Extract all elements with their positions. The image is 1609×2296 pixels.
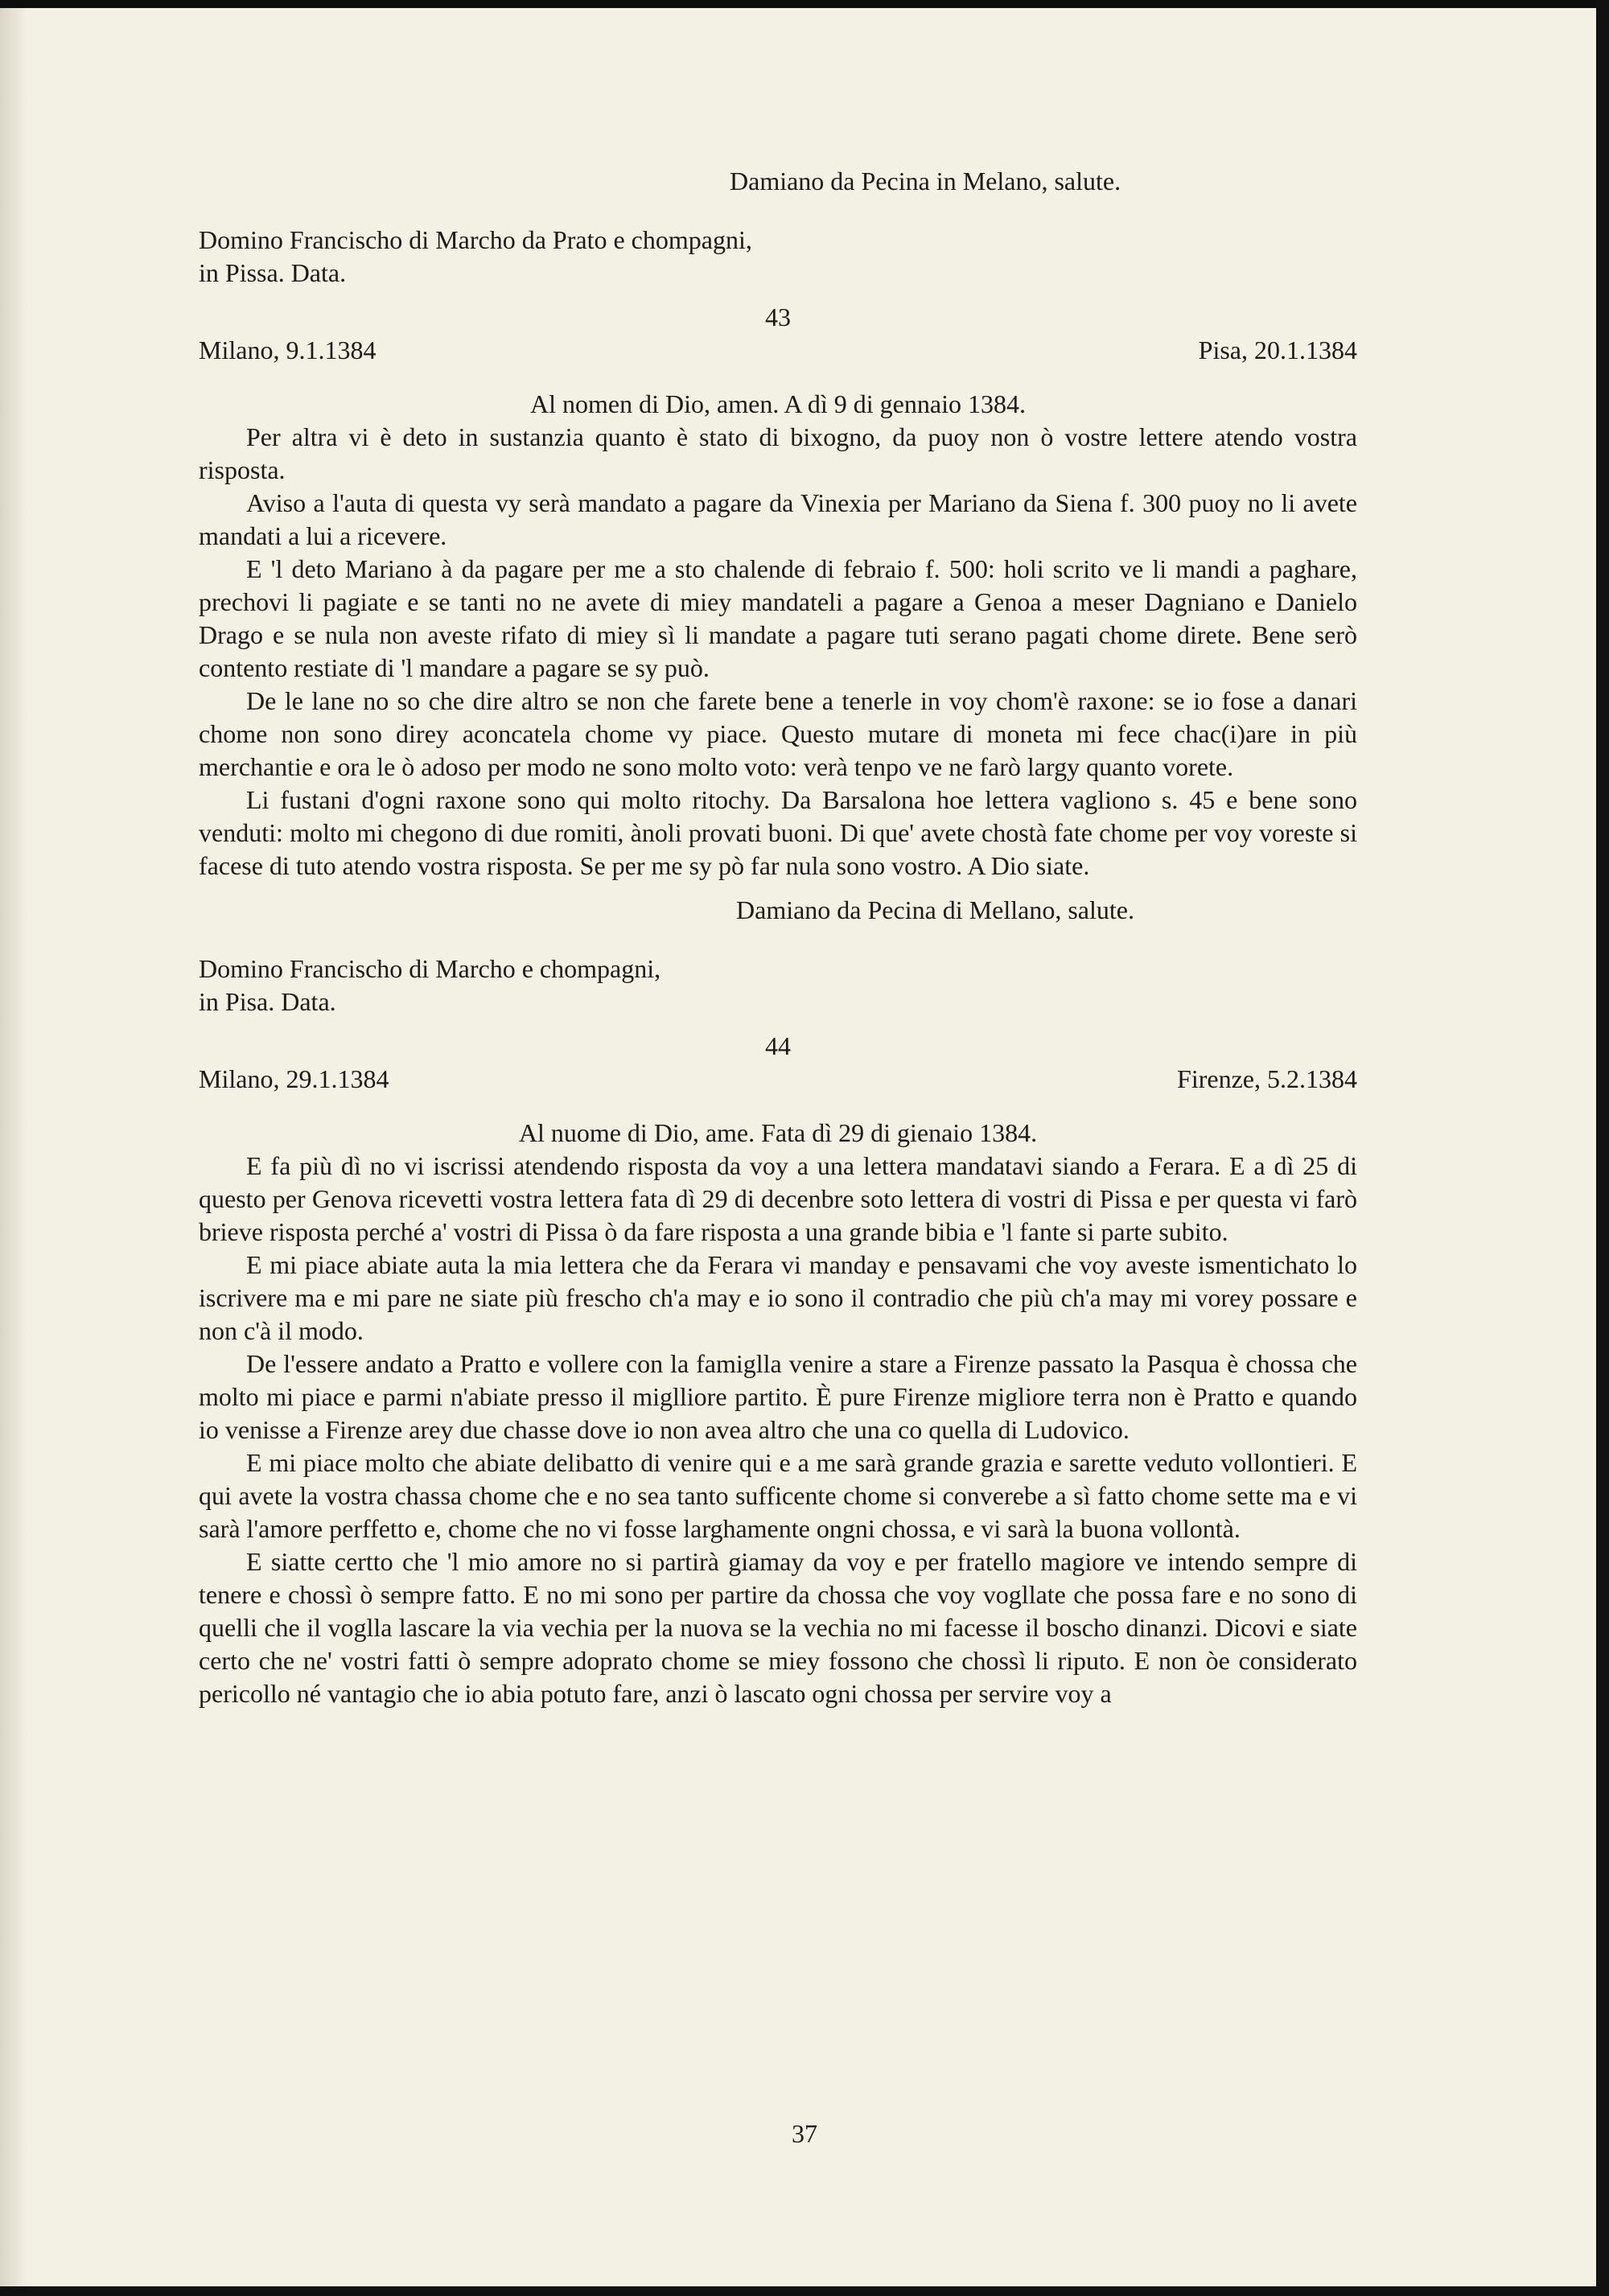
address-line: Domino Francischo di Marcho e chompagni,: [199, 954, 661, 983]
paragraph: E mi piace abiate auta la mia lettera che da Ferara vi manday e pensavami che voy aveste ismentichato lo iscrivere ma e mi pare ne siate più frescho ch'a may e io sono il contradio che più ch'a may mi vorey possare e non c'à il modo.: [199, 1250, 1357, 1345]
scan-border-top: [0, 0, 1609, 8]
letter44-dateline: [199, 1063, 1357, 1096]
letter43-signature: Damiano da Pecina di Mellano, salute.: [736, 895, 1134, 924]
letter-number: 44: [765, 1031, 791, 1060]
letter43-address: [199, 224, 1357, 290]
sent-place-date: Milano, 29.1.1384: [199, 1064, 389, 1093]
paragraph: Aviso a l'auta di questa vy serà mandato a pagare da Vinexia per Mariano da Siena f. 300 puoy no li avete mandati a lui a ricevere.: [199, 488, 1357, 550]
received-place-date: Firenze, 5.2.1384: [1177, 1064, 1357, 1093]
received-place-date: Pisa, 20.1.1384: [1198, 335, 1357, 364]
scan-border-right: [1596, 0, 1609, 2296]
address-line: Domino Francischo di Marcho da Prato e chompagni,: [199, 225, 752, 254]
letter43-closing-signature-top: Damiano da Pecina in Melano, salute.: [730, 167, 1121, 195]
letter44-address: [199, 953, 1357, 1018]
letter-number: 43: [765, 302, 791, 331]
letter44-opening: Al nuome di Dio, ame. Fata dì 29 di gienaio 1384.: [518, 1118, 1038, 1147]
letter43-opening: Al nomen di Dio, amen. A dì 9 di gennaio 1384.: [530, 389, 1026, 418]
paragraph: E 'l deto Mariano à da pagare per me a sto chalende di febraio f. 500: holi scrito ve li mandi a paghare, prechovi li pagiate e se tanti no ne avete di miey mandateli a pagare a Genoa a meser Dagniano e Danielo Drago e se nula non aveste rifato di miey sì li mandate a pagare tuti serano pagati chome direte. Bene serò contento restiate di 'l mandare a pagare se sy può.: [199, 554, 1357, 682]
page-body: [199, 165, 1357, 1710]
page-number: 37: [792, 2119, 817, 2148]
paragraph: De le lane no so che dire altro se non che farete bene a tenerle in voy chom'è raxone: se io fose a danari chome non sono direy aconcatela chome vy piace. Questo mutare di moneta mi fece chac(i)are in più merchantie e ora le ò adoso per modo ne sono molto voto: verà tenpo ve ne farò largy quanto vorete.: [199, 686, 1357, 781]
letter43-dateline: [199, 334, 1357, 367]
paragraph: E fa più dì no vi iscrissi atendendo risposta da voy a una lettera mandatavi siando a Ferara. E a dì 25 di questo per Genova ricevetti vostra lettera fata dì 29 di decenbre soto lettera di vostri di Pissa e per questa vi farò brieve risposta perché a' vostri di Pissa ò da fare risposta a una grande bibia e 'l fante si parte subito.: [199, 1151, 1357, 1246]
page-gutter-shadow: [0, 0, 27, 2296]
paragraph: Li fustani d'ogni raxone sono qui molto ritochy. Da Barsalona hoe lettera vagliono s. 45 e bene sono venduti: molto mi chegono di due romiti, ànoli provati buoni. Di que' avete chostà fate chome per voy voreste si facese di tuto atendo vostra risposta. Se per me sy pò far nula sono vostro. A Dio siate.: [199, 785, 1357, 880]
paragraph: E mi piace molto che abiate delibatto di venire qui e a me sarà grande grazia e sarette veduto vollontieri. E qui avete la vostra chassa chome che e no sea tanto sufficente chome si converebe a sì fatto chome sette ma e vi sarà l'amore perffetto e, chome che no vi fosse larghamente ongni chossa, e vi sarà la buona vollontà.: [199, 1448, 1357, 1543]
paragraph: De l'essere andato a Pratto e vollere con la famiglla venire a stare a Firenze passato la Pasqua è chossa che molto mi piace e parmi n'abiate presso il miglliore partito. È pure Firenze migliore terra non è Pratto e quando io venisse a Firenze arey due chasse dove io non avea altro che una co quella di Ludovico.: [199, 1349, 1357, 1444]
address-line: in Pissa. Data.: [199, 258, 347, 287]
scan-border-bottom: [0, 2286, 1609, 2296]
address-line: in Pisa. Data.: [199, 987, 336, 1016]
paragraph: Per altra vi è deto in sustanzia quanto è stato di bixogno, da puoy non ò vostre lettere atendo vostra risposta.: [199, 422, 1357, 484]
paragraph: E siatte certto che 'l mio amore no si partirà giamay da voy e per fratello magiore ve intendo sempre di tenere e chossì ò sempre fatto. E no mi sono per partire da chossa che voy vogllate che possa fare e no sono di quelli che il voglla lascare la via vechia per la nuova se la vechia no mi facesse il boscho dinanzi. Dicovi e siate certo che ne' vostri fatti ò sempre adoprato chome se miey fossono che chossì li riputo. E non òe considerato pericollo né vantagio che io abia potuto fare, anzi ò lascato ogni chossa per servire voy a: [199, 1547, 1357, 1708]
sent-place-date: Milano, 9.1.1384: [199, 335, 377, 364]
